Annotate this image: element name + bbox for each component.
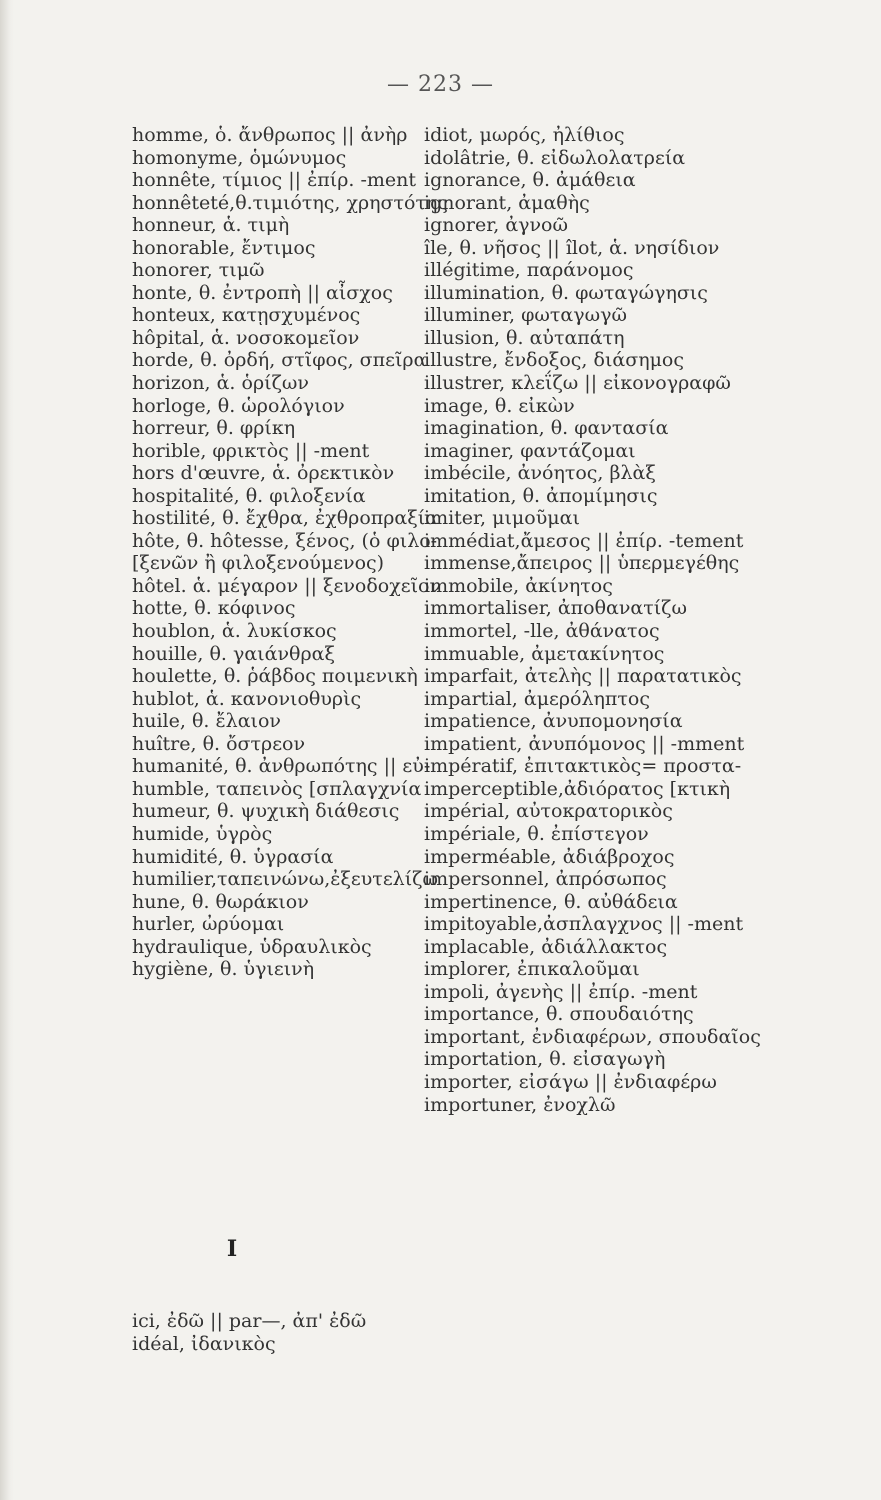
dictionary-entry: hotte, θ. κόφινος	[132, 597, 296, 620]
dictionary-entry: imparfait, ἀτελὴς || παρατατικὸς	[424, 665, 742, 688]
dictionary-entry: impératif, ἐπιτακτικὸς= προστα-	[424, 755, 742, 778]
dictionary-entry: homme, ὁ. ἄνθρωπος || ἀνὴρ	[132, 124, 408, 146]
dictionary-entry: hublot, ἁ. κανονιοθυρὶς	[132, 687, 362, 710]
dictionary-entry: honorer, τιμῶ	[132, 259, 265, 282]
dictionary-entry: importer, εἰσάγω || ἐνδιαφέρω	[424, 1070, 717, 1093]
dictionary-entry: impoli, ἀγενὴς || ἐπίρ. -ment	[424, 980, 698, 1003]
dictionary-entry: immortaliser, ἀποθανατίζω	[424, 597, 687, 620]
dictionary-entry: hurler, ὠρύομαι	[132, 913, 285, 936]
dictionary-entry: image, θ. εἰκὼν	[424, 394, 575, 417]
dictionary-entry: honorable, ἔντιμος	[132, 236, 316, 259]
page-number: — 223 —	[387, 72, 494, 97]
dictionary-entry: immédiat,ἄμεσος || ἐπίρ. -tement	[424, 529, 744, 552]
dictionary-entry: immortel, -lle, ἀθάνατος	[424, 620, 660, 643]
dictionary-entry: ici, ἐδῶ || par—, ἀπ' ἐδῶ	[132, 1310, 367, 1332]
dictionary-entry: important, ἐνδιαφέρων, σπουδαῖος	[424, 1025, 761, 1048]
dictionary-entry: imiter, μιμοῦμαι	[424, 507, 580, 530]
dictionary-entry: imperceptible,ἀδιόρατος [κτικὴ	[424, 777, 731, 800]
dictionary-entry: immobile, ἀκίνητος	[424, 574, 613, 597]
dictionary-entry: hôpital, ἁ. νοσοκομεῖον	[132, 326, 360, 349]
dictionary-entry: immuable, ἀμετακίνητος	[424, 642, 665, 665]
dictionary-entry: importuner, ἐνοχλῶ	[424, 1093, 616, 1116]
section-letter: I	[226, 1236, 238, 1262]
dictionary-entry: honteux, κατῃσχυμένος	[132, 304, 361, 327]
dictionary-entry: ignorant, ἀμαθὴς	[424, 191, 590, 214]
dictionary-entry: idiot, μωρός, ἠλίθιος	[424, 124, 625, 146]
dictionary-entry: humble, ταπεινὸς [σπλαγχνία	[132, 777, 422, 800]
dictionary-entry: importance, θ. σπουδαιότης	[424, 1003, 694, 1026]
left-column	[132, 124, 449, 981]
dictionary-entry: imagination, θ. φαντασία	[424, 417, 669, 440]
dictionary-entry: hydraulique, ὑδραυλικὸς	[132, 935, 372, 958]
left-column-bottom	[132, 1310, 366, 1355]
dictionary-entry: hors d'œuvre, ἁ. ὀρεκτικὸν	[132, 462, 395, 485]
dictionary-entry: homonyme, ὁμώνυμος	[132, 146, 347, 169]
dictionary-entry: horloge, θ. ὡρολόγιον	[132, 394, 345, 417]
dictionary-entry: immense,ἄπειρος || ὑπερμεγέθης	[424, 552, 740, 575]
dictionary-entry: idolâtrie, θ. εἰδωλολατρεία	[424, 146, 686, 169]
dictionary-entry: illustrer, κλεΐζω || εἰκονογραφῶ	[424, 372, 731, 395]
dictionary-entry: humilier,ταπεινώνω,ἐξευτελίζω	[132, 868, 438, 891]
dictionary-entry: illustre, ἔνδοξος, διάσημος	[424, 349, 685, 372]
dictionary-entry: illusion, θ. αὐταπάτη	[424, 326, 625, 349]
dictionary-entry: idéal, ἰδανικὸς	[132, 1332, 276, 1355]
dictionary-entry: illuminer, φωταγωγῶ	[424, 304, 627, 327]
dictionary-entry: impériale, θ. ἐπίστεγον	[424, 822, 649, 845]
dictionary-entry: huître, θ. ὄστρεον	[132, 732, 306, 755]
dictionary-entry: hostilité, θ. ἔχθρα, ἐχθροπραξία	[132, 507, 438, 530]
dictionary-entry: impersonnel, ἀπρόσωπος	[424, 868, 667, 891]
dictionary-entry: hospitalité, θ. φιλοξενία	[132, 484, 366, 507]
dictionary-entry: houlette, θ. ῥάβδος ποιμενικὴ	[132, 665, 418, 688]
dictionary-entry: impertinence, θ. αὐθάδεια	[424, 890, 678, 913]
dictionary-entry: humeur, θ. ψυχικὴ διάθεσις	[132, 800, 400, 823]
dictionary-entry: illégitime, παράνομος	[424, 259, 634, 282]
dictionary-entry: implacable, ἀδιάλλακτος	[424, 935, 668, 958]
dictionary-entry: hôte, θ. hôtesse, ξένος, (ὁ φιλο-	[132, 529, 438, 552]
dictionary-entry: impartial, ἀμερόληπτος	[424, 687, 650, 710]
page-gutter-shadow	[0, 0, 14, 1500]
dictionary-entry: île, θ. νῆσος || îlot, ἁ. νησίδιον	[424, 236, 720, 259]
dictionary-entry: implorer, ἐπικαλοῦμαι	[424, 958, 640, 981]
dictionary-entry: ignorer, ἀγνοῶ	[424, 214, 568, 237]
dictionary-entry: hygiène, θ. ὑγιεινὴ	[132, 958, 315, 981]
dictionary-entry: imbécile, ἀνόητος, βλὰξ	[424, 462, 656, 485]
dictionary-entry: horreur, θ. φρίκη	[132, 417, 296, 440]
dictionary-entry: humanité, θ. ἀνθρωπότης || εὐ-	[132, 755, 431, 778]
dictionary-entry: importation, θ. εἰσαγωγὴ	[424, 1048, 666, 1071]
dictionary-entry: huile, θ. ἔλαιον	[132, 710, 281, 733]
dictionary-entry: imaginer, φαντάζομαι	[424, 439, 636, 462]
right-column	[424, 124, 819, 1116]
dictionary-entry: ignorance, θ. ἀμάθεια	[424, 169, 636, 192]
dictionary-entry: impatience, ἀνυπομονησία	[424, 710, 683, 733]
dictionary-entry: impérial, αὐτοκρατορικὸς	[424, 800, 673, 823]
dictionary-entry: honte, θ. ἐντροπὴ || αἶσχος	[132, 281, 393, 304]
dictionary-entry: hôtel. ἁ. μέγαρον || ξενοδοχεῖον	[132, 574, 442, 597]
dictionary-entry: horizon, ἁ. ὁρίζων	[132, 372, 309, 395]
dictionary-entry: illumination, θ. φωταγώγησις	[424, 281, 708, 304]
dictionary-entry: humidité, θ. ὑγρασία	[132, 845, 334, 868]
dictionary-entry: houblon, ἁ. λυκίσκος	[132, 620, 337, 643]
dictionary-entry: [ξενῶν ἢ φιλοξενούμενος)	[132, 552, 385, 575]
dictionary-entry: honneur, ἁ. τιμὴ	[132, 214, 290, 237]
dictionary-entry: honnête, τίμιος || ἐπίρ. -ment	[132, 169, 417, 192]
dictionary-entry: humide, ὑγρὸς	[132, 822, 273, 845]
dictionary-entry: imitation, θ. ἀπομίμησις	[424, 484, 658, 507]
dictionary-entry: impatient, ἀνυπόμονος || -mment	[424, 732, 745, 755]
dictionary-entry: hune, θ. θωράκιον	[132, 890, 309, 913]
dictionary-entry: horible, φρικτὸς || -ment	[132, 439, 370, 462]
dictionary-entry: honnêteté,θ.τιμιότης, χρηστότης	[132, 191, 449, 214]
dictionary-entry: houille, θ. γαιάνθραξ	[132, 642, 335, 665]
dictionary-entry: imperméable, ἀδιάβροχος	[424, 845, 675, 868]
dictionary-entry: impitoyable,ἀσπλαγχνος || -ment	[424, 913, 744, 936]
dictionary-entry: horde, θ. ὀρδή, στῖφος, σπεῖρα	[132, 349, 427, 372]
